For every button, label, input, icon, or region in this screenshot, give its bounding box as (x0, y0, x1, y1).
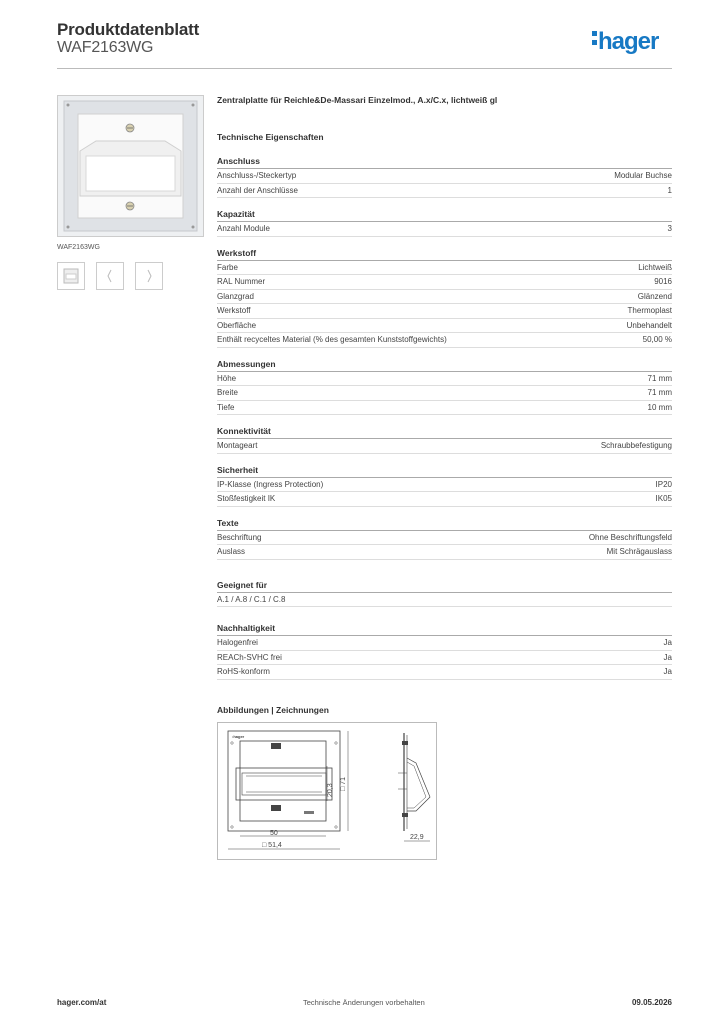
spec-value: IP20 (655, 479, 672, 489)
spec-value: Glänzend (637, 291, 672, 301)
product-plate-icon (58, 96, 203, 236)
spec-value: 50,00 % (642, 335, 672, 344)
dim-total-label: □ 71 (340, 777, 347, 791)
dim-width-label: 50 (270, 830, 278, 837)
spec-row (217, 478, 672, 493)
spec-value: Mit Schrägauslass (606, 547, 672, 556)
section-anschluss (217, 156, 672, 198)
section-heading: Nachhaltigkeit (217, 623, 672, 636)
dim-depth-label: 22,9 (410, 834, 424, 841)
dim-height-label: 20,3 (327, 783, 334, 797)
spec-row (217, 261, 672, 276)
spec-label: Halogenfrei (217, 638, 258, 647)
spec-label: Anschluss-/Steckertyp (217, 171, 297, 180)
spec-row (217, 169, 672, 184)
spec-label: Auslass (217, 547, 246, 556)
spec-row (217, 531, 672, 546)
technical-drawing[interactable] (217, 722, 437, 860)
spec-label: A.1 / A.8 / C.1 / C.8 (217, 594, 286, 604)
spec-row (217, 290, 672, 305)
spec-row (217, 593, 672, 608)
logo-text: hager (598, 28, 659, 55)
thumbnail-side-right[interactable] (135, 262, 163, 290)
spec-label: Stoßfestigkeit IK (217, 494, 276, 503)
section-heading: Werkstoff (217, 248, 672, 261)
section-kapazitaet (217, 209, 672, 237)
spec-value: 10 mm (647, 402, 672, 412)
spec-row (217, 492, 672, 507)
spec-value: 71 mm (647, 388, 672, 397)
spec-label: Anzahl der Anschlüsse (217, 185, 298, 195)
section-konnektivitaet (217, 426, 672, 454)
spec-label: Beschriftung (217, 532, 262, 542)
spec-label: Oberfläche (217, 320, 257, 330)
section-werkstoff (217, 248, 672, 348)
spec-label: Werkstoff (217, 306, 251, 315)
product-image[interactable] (57, 95, 204, 237)
spec-row (217, 636, 672, 651)
spec-label: Breite (217, 388, 238, 397)
spec-label: RoHS-konform (217, 667, 270, 676)
section-heading: Geeignet für (217, 580, 672, 593)
spec-row (217, 304, 672, 319)
svg-text::hager: :hager (232, 734, 245, 739)
spec-label: RAL Nummer (217, 277, 266, 286)
spec-row (217, 401, 672, 416)
spec-label: Enthält recyceltes Material (% des gesamten Kunststoffgewichts) (217, 335, 447, 344)
logo-colon-icon (592, 31, 597, 47)
spec-value: Unbehandelt (626, 320, 672, 330)
spec-value: Ja (663, 652, 672, 662)
section-heading: Kapazität (217, 209, 672, 222)
spec-value: 1 (667, 185, 672, 195)
spec-label: Tiefe (217, 402, 235, 412)
spec-row (217, 545, 672, 560)
dim-outer-label: □ 51,4 (262, 842, 282, 849)
hager-logo (592, 28, 658, 56)
spec-label: Anzahl Module (217, 224, 270, 233)
section-texte (217, 518, 672, 560)
section-heading: Anschluss (217, 156, 672, 169)
spec-value: Ohne Beschriftungsfeld (588, 532, 672, 542)
thumbnail-front[interactable] (57, 262, 85, 290)
section-nachhaltigkeit (217, 623, 672, 680)
tech-heading: Technische Eigenschaften (217, 132, 324, 142)
product-description: Zentralplatte für Reichle&De-Massari Einzelmod., A.x/C.x, lichtweiß gl (217, 95, 498, 105)
section-sicherheit (217, 465, 672, 507)
thumbnail-side-icon (136, 263, 162, 289)
thumbnail-side-left[interactable] (96, 262, 124, 290)
spec-value: Lichtweiß (638, 262, 672, 272)
section-heading: Texte (217, 518, 672, 531)
spec-value: 9016 (654, 277, 672, 286)
spec-row (217, 275, 672, 290)
spec-row (217, 372, 672, 387)
spec-label: Glanzgrad (217, 291, 254, 301)
spec-value: Ja (663, 638, 672, 647)
footer-date: 09.05.2026 (631, 998, 672, 1007)
image-caption: WAF2163WG (57, 244, 100, 251)
section-heading: Sicherheit (217, 465, 672, 478)
spec-row (217, 333, 672, 348)
section-geeignet-fuer (217, 580, 672, 608)
header-divider (57, 68, 672, 69)
spec-row (217, 222, 672, 237)
spec-row (217, 184, 672, 199)
spec-row (217, 665, 672, 680)
spec-row (217, 386, 672, 401)
spec-label: Höhe (217, 373, 237, 383)
spec-value: Schraubbefestigung (600, 441, 672, 450)
section-heading: Konnektivität (217, 426, 672, 439)
spec-label: IP-Klasse (Ingress Protection) (217, 479, 324, 489)
spec-area (217, 95, 672, 691)
section-abmessungen (217, 359, 672, 416)
spec-row (217, 319, 672, 334)
footer-website[interactable]: hager.com/at (57, 998, 107, 1007)
spec-row (217, 651, 672, 666)
spec-row (217, 439, 672, 454)
spec-label: Farbe (217, 262, 238, 272)
spec-value: 71 mm (647, 373, 672, 383)
drawings-heading: Abbildungen | Zeichnungen (217, 705, 329, 715)
spec-value: Thermoplast (627, 306, 672, 315)
drawing-canvas (218, 723, 436, 859)
page-title: Produktdatenblatt (57, 20, 200, 39)
spec-value: 3 (667, 224, 672, 233)
spec-value: IK05 (655, 494, 672, 503)
article-number: WAF2163WG (57, 39, 154, 56)
section-heading: Abmessungen (217, 359, 672, 372)
footer-notice: Technische Änderungen vorbehalten (303, 998, 425, 1007)
thumbnail-plate-icon (58, 263, 84, 289)
spec-value: Modular Buchse (614, 171, 672, 180)
spec-label: Montageart (217, 441, 258, 450)
thumbnail-side-icon (97, 263, 123, 289)
spec-label: REACh-SVHC frei (217, 652, 282, 662)
spec-value: Ja (663, 667, 672, 676)
